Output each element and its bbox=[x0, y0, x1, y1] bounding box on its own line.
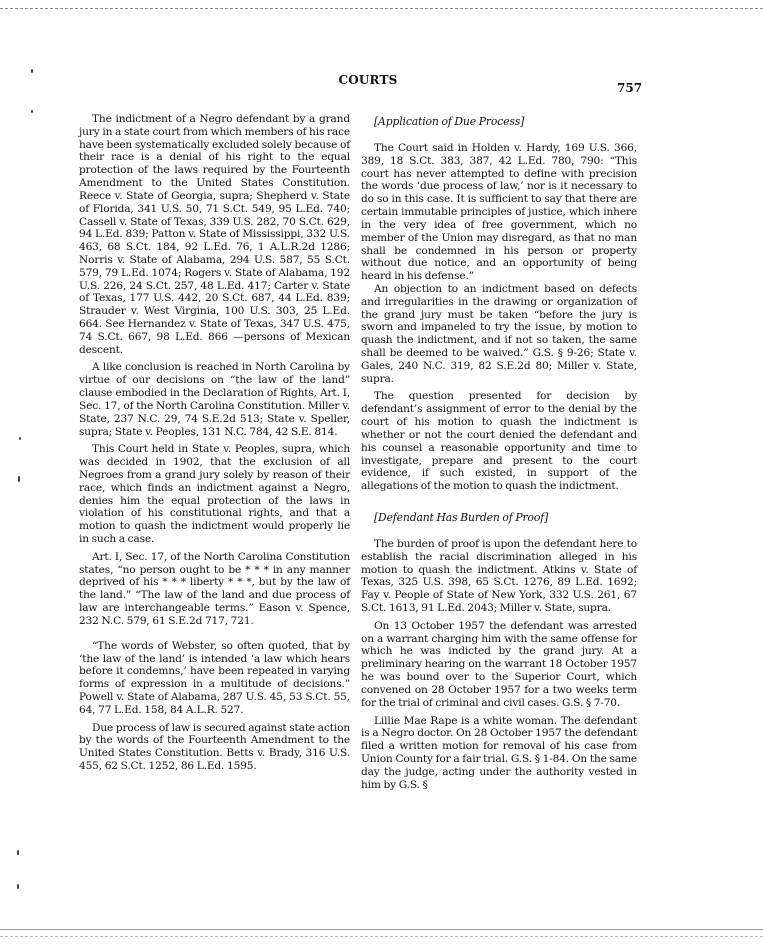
body-paragraph: A like conclusion is reached in North Carolina by virtue of our decisions on “the law of the land” clause embodied in the Declaration of Rights, Art. I, Sec. 17, of the North Carolina Constitution. Miller v. State, 237 N.C. 29, 74 S.E.2d 513; State v. Speller, supra; State v. Peoples, 131 N.C. 784, 42 S.E. 814. bbox=[79, 361, 350, 438]
body-paragraph: The Court said in Holden v. Hardy, 169 U.S. 366, 389, 18 S.Ct. 383, 387, 42 L.Ed. 780, 790: “This court has never attempted to define with precision the words ‘due process of law,’ nor is it necessary to do so in this case. It is sufficient to say that there are certain immutable principles of justice, which inhere in the very idea of free government, which no member of the Union may disregard, as that no man shall be condemned in his person or property without due notice, and an opportunity of being heard in his defense.” bbox=[361, 142, 637, 283]
page-number: 757 bbox=[617, 81, 643, 95]
body-paragraph: This Court held in State v. Peoples, supra, which was decided in 1902, that the exclusion of all Negroes from a grand jury solely by reason of their race, which finds an indictment against a Negro, denies him the equal protection of the laws in violation of his constitutional rights, and that a motion to quash the indictment would properly lie in such a case. bbox=[79, 443, 350, 545]
right-text-column bbox=[361, 113, 637, 791]
scan-speck bbox=[31, 69, 33, 73]
scan-speck bbox=[18, 476, 20, 482]
running-header-title: COURTS bbox=[338, 73, 398, 87]
body-paragraph: “The words of Webster, so often quoted, that by ‘the law of the land’ is intended ‘a law which hears before it condemns,’ have been repeated in varying forms of expression in a multitude of decisions.” Powell v. State of Alabama, 287 U.S. 45, 53 S.Ct. 55, 64, 77 L.Ed. 158, 84 A.L.R. 527. bbox=[79, 639, 350, 716]
scan-speck bbox=[19, 437, 21, 440]
body-paragraph: On 13 October 1957 the defendant was arrested on a warrant charging him with the same offense for which he was indicted by the grand jury. At a preliminary hearing on the warrant 18 October 1957 he was bound over to the Superior Court, which convened on 28 October 1957 for a two weeks term for the trial of criminal and civil cases. G.S. § 7-70. bbox=[361, 619, 637, 709]
body-paragraph: An objection to an indictment based on defects and irregularities in the drawing or organization of the grand jury must be taken “before the jury is sworn and impaneled to try the issue, by motion to quash the indictment, and if not so taken, the same shall be deemed to be waived.” G.S. § 9-26; State v. Gales, 240 N.C. 319, 82 S.E.2d 80; Miller v. State, supra. bbox=[361, 282, 637, 385]
scan-bottom-border bbox=[0, 929, 763, 930]
scan-speck bbox=[17, 850, 19, 855]
body-paragraph: The burden of proof is upon the defendant here to establish the racial discrimination alleged in his motion to quash the indictment. Atkins v. State of Texas, 325 U.S. 398, 65 S.Ct. 1276, 89 L.Ed. 1692; Fay v. People of State of New York, 332 U.S. 261, 67 S.Ct. 1613, 91 L.Ed. 2043; Miller v. State, supra. bbox=[361, 537, 637, 614]
left-text-column bbox=[79, 113, 350, 773]
body-paragraph: Art. I, Sec. 17, of the North Carolina Constitution states, “no person ought to be * * * in any manner deprived of his * * * liberty * * *, but by the law of the land.” “The law of the land and due process of law are interchangeable terms.” Eason v. Spence, 232 N.C. 579, 61 S.E.2d 717, 721. bbox=[79, 550, 350, 627]
body-paragraph: Due process of law is secured against state action by the words of the Fourteenth Amendment to the United States Constitution. Betts v. Brady, 316 U.S. 455, 62 S.Ct. 1252, 86 L.Ed. 1595. bbox=[79, 721, 350, 772]
body-paragraph: The indictment of a Negro defendant by a grand jury in a state court from which members of his race have been systematically excluded solely because of their race is a denial of his right to the equal protection of the laws required by the Fourteenth Amendment to the United States Constitution. Reece v. State of Georgia, supra; Shepherd v. State of Florida, 341 U.S. 50, 71 S.Ct. 549, 95 L.Ed. 740; Cassell v. State of Texas, 339 U.S. 282, 70 S.Ct. 629, 94 L.Ed. 839; Patton v. State of Mississippi, 332 U.S. 463, 68 S.Ct. 184, 92 L.Ed. 76, 1 A.L.R.2d 1286; Norris v. State of Alabama, 294 U.S. 587, 55 S.Ct. 579, 79 L.Ed. 1074; Rogers v. State of Alabama, 192 U.S. 226, 24 S.Ct. 257, 48 L.Ed. 417; Carter v. State of Texas, 177 U.S. 442, 20 S.Ct. 687, 44 L.Ed. 839; Strauder v. West Virginia, 100 U.S. 303, 25 L.Ed. 664. See Hernandez v. State of Texas, 347 U.S. 475, 74 S.Ct. 667, 98 L.Ed. 866 —persons of Mexican descent. bbox=[79, 113, 350, 356]
section-heading-burden-of-proof: [Defendant Has Burden of Proof] bbox=[374, 510, 549, 524]
scan-speck bbox=[17, 884, 19, 889]
scan-speck bbox=[31, 110, 33, 113]
body-paragraph: The question presented for decision by defendant’s assignment of error to the denial by the court of his motion to quash the indictment is whether or not the court denied the defendant and his counsel a reasonable opportunity and time to investigate, prepare and present to the court evidence, if such existed, in support of the allegations of the motion to quash the indictment. bbox=[361, 390, 637, 493]
scan-bottom-border bbox=[0, 936, 763, 937]
scan-top-border bbox=[0, 8, 763, 9]
section-heading-due-process: [Application of Due Process] bbox=[374, 115, 525, 128]
body-paragraph: Lillie Mae Rape is a white woman. The defendant is a Negro doctor. On 28 October 1957 the defendant filed a written motion for removal of his case from Union County for a fair trial. G.S. § 1-84. On the same day the judge, acting under the authority vested in him by G.S. § bbox=[361, 714, 637, 791]
